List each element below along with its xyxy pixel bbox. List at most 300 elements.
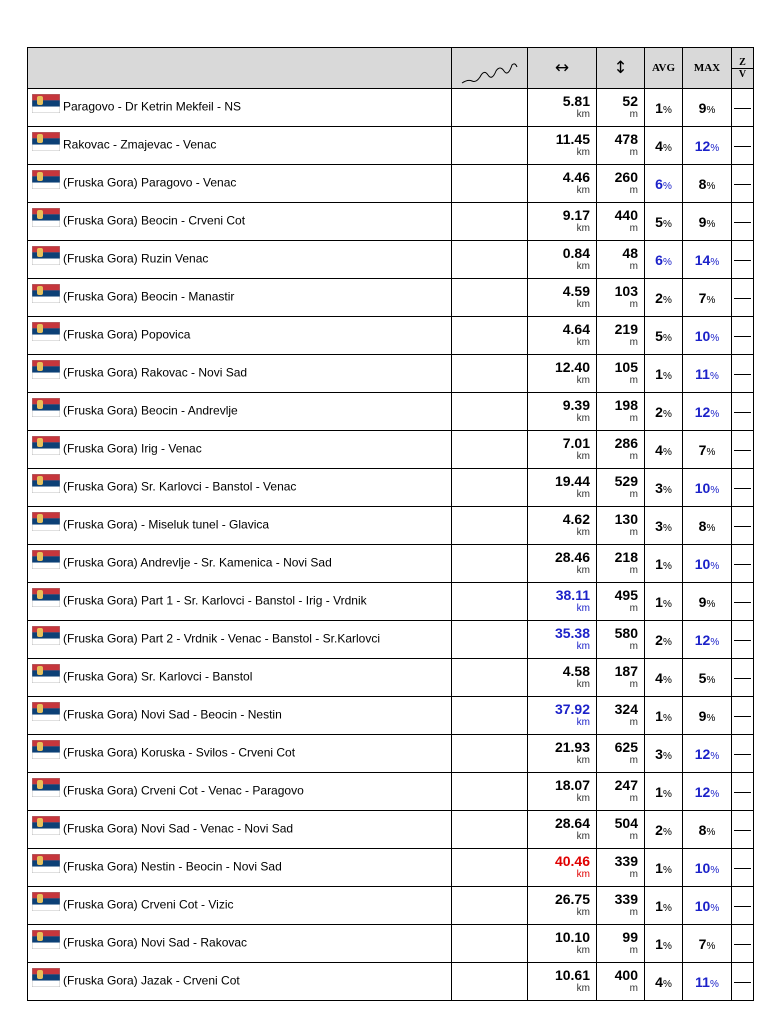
serbia-flag-icon <box>32 436 60 455</box>
route-name[interactable]: (Fruska Gora) Part 1 - Sr. Karlovci - Banstol - Irig - Vrdnik <box>63 593 367 608</box>
v-label: V <box>738 68 747 80</box>
distance-value: 9.39 <box>562 396 590 413</box>
elevation-unit: m <box>629 602 638 614</box>
zv-dash <box>734 298 751 299</box>
elevation-cell <box>597 507 645 545</box>
route-name[interactable]: (Fruska Gora) Beocin - Andrevlje <box>63 403 238 418</box>
distance-value: 11.45 <box>555 130 590 147</box>
distance-unit: km <box>576 602 590 614</box>
profile-cell <box>452 925 528 963</box>
route-name[interactable]: (Fruska Gora) Sr. Karlovci - Banstol - Venac <box>63 479 297 494</box>
table-row[interactable] <box>28 393 754 431</box>
zv-cell <box>732 241 754 279</box>
max-grade-cell <box>683 545 732 583</box>
avg-grade-cell <box>645 279 683 317</box>
serbia-flag-icon <box>32 550 60 569</box>
distance-cell <box>528 431 597 469</box>
route-name-cell[interactable] <box>28 963 452 1001</box>
avg-grade-cell <box>645 963 683 1001</box>
serbia-flag-icon <box>32 626 60 645</box>
max-grade-value: 10 <box>694 479 711 496</box>
route-name[interactable]: (Fruska Gora) Crveni Cot - Vizic <box>63 897 234 912</box>
distance-unit: km <box>576 184 590 196</box>
elevation-unit: m <box>629 412 638 424</box>
route-name[interactable]: (Fruska Gora) Irig - Venac <box>63 441 202 456</box>
distance-cell <box>528 241 597 279</box>
table-row[interactable] <box>28 355 754 393</box>
elevation-value: 504 <box>614 814 638 831</box>
percent-sign: % <box>706 522 716 534</box>
distance-cell <box>528 849 597 887</box>
avg-grade-cell <box>645 393 683 431</box>
serbia-flag-icon <box>32 170 60 189</box>
percent-sign: % <box>710 408 720 420</box>
route-name-cell[interactable] <box>28 621 452 659</box>
distance-cell <box>528 545 597 583</box>
elevation-unit: m <box>629 754 638 766</box>
elevation-unit: m <box>629 222 638 234</box>
avg-grade-cell <box>645 203 683 241</box>
percent-sign: % <box>662 864 672 876</box>
route-name-cell[interactable] <box>28 849 452 887</box>
elevation-value: 105 <box>614 358 638 375</box>
distance-cell <box>528 583 597 621</box>
avg-grade-value: 1 <box>655 707 663 724</box>
avg-grade-value: 1 <box>655 365 663 382</box>
route-name-cell[interactable] <box>28 469 452 507</box>
table-row[interactable] <box>28 203 754 241</box>
avg-grade-value: 3 <box>655 479 663 496</box>
distance-value: 7.01 <box>562 434 590 451</box>
max-grade-cell <box>683 317 732 355</box>
profile-cell <box>452 697 528 735</box>
distance-unit: km <box>576 792 590 804</box>
serbia-flag-icon <box>32 854 60 873</box>
max-grade-cell <box>683 89 732 127</box>
elevation-value: 495 <box>614 586 638 603</box>
max-grade-value: 8 <box>698 517 707 534</box>
distance-unit: km <box>576 526 590 538</box>
route-name[interactable]: (Fruska Gora) Novi Sad - Rakovac <box>63 935 248 950</box>
table-row[interactable] <box>28 431 754 469</box>
elevation-unit: m <box>629 298 638 310</box>
elevation-cell <box>597 697 645 735</box>
route-name-cell[interactable] <box>28 583 452 621</box>
table-row[interactable] <box>28 621 754 659</box>
header-row <box>28 48 754 89</box>
zv-dash <box>734 944 751 945</box>
max-column-header: MAX <box>683 48 732 89</box>
zv-cell <box>732 355 754 393</box>
serbia-flag-icon <box>32 778 60 797</box>
table-row[interactable] <box>28 925 754 963</box>
max-grade-value: 14 <box>694 251 711 268</box>
max-grade-cell <box>683 849 732 887</box>
zv-dash <box>734 336 751 337</box>
max-grade-value: 7 <box>698 289 707 306</box>
max-grade-cell <box>683 887 732 925</box>
zv-cell <box>732 849 754 887</box>
distance-value: 4.59 <box>562 282 590 299</box>
distance-cell <box>528 165 597 203</box>
elevation-unit: m <box>629 792 638 804</box>
avg-grade-value: 1 <box>655 859 663 876</box>
elevation-cell <box>597 355 645 393</box>
distance-unit: km <box>576 298 590 310</box>
route-name-cell[interactable] <box>28 393 452 431</box>
route-name-cell[interactable] <box>28 659 452 697</box>
distance-cell <box>528 697 597 735</box>
distance-value: 19.44 <box>554 472 590 489</box>
table-row[interactable] <box>28 317 754 355</box>
percent-sign: % <box>662 826 672 838</box>
elevation-cell <box>597 659 645 697</box>
elevation-unit: m <box>629 526 638 538</box>
max-grade-cell <box>683 241 732 279</box>
distance-value: 4.58 <box>562 662 590 679</box>
route-name-cell[interactable] <box>28 355 452 393</box>
percent-sign: % <box>706 446 716 458</box>
max-grade-value: 10 <box>694 897 711 914</box>
table-row[interactable] <box>28 241 754 279</box>
serbia-flag-icon <box>32 968 60 987</box>
distance-unit: km <box>576 564 590 576</box>
elevation-cell <box>597 545 645 583</box>
table-row[interactable] <box>28 697 754 735</box>
zv-cell <box>732 393 754 431</box>
elevation-cell <box>597 241 645 279</box>
route-name-cell[interactable] <box>28 165 452 203</box>
zv-cell <box>732 925 754 963</box>
distance-unit: km <box>576 412 590 424</box>
route-name[interactable]: (Fruska Gora) Paragovo - Venac <box>63 175 237 190</box>
profile-cell <box>452 545 528 583</box>
elevation-cell <box>597 203 645 241</box>
avg-grade-value: 2 <box>655 821 663 838</box>
percent-sign: % <box>706 294 716 306</box>
avg-grade-value: 3 <box>655 517 663 534</box>
percent-sign: % <box>662 446 672 458</box>
route-name[interactable]: (Fruska Gora) - Miseluk tunel - Glavica <box>63 517 270 532</box>
route-name[interactable]: (Fruska Gora) Jazak - Crveni Cot <box>63 973 240 988</box>
avg-grade-value: 2 <box>655 289 663 306</box>
avg-grade-cell <box>645 127 683 165</box>
avg-grade-value: 1 <box>655 897 663 914</box>
distance-value: 28.64 <box>554 814 590 831</box>
max-grade-value: 12 <box>694 137 711 154</box>
profile-cell <box>452 393 528 431</box>
avg-grade-cell <box>645 89 683 127</box>
route-name-cell[interactable] <box>28 241 452 279</box>
distance-cell <box>528 735 597 773</box>
percent-sign: % <box>709 370 719 382</box>
elevation-unit: m <box>629 488 638 500</box>
table-row[interactable] <box>28 583 754 621</box>
route-name-cell[interactable] <box>28 127 452 165</box>
z-label: Z <box>732 57 753 69</box>
avg-grade-value: 1 <box>655 99 663 116</box>
zv-dash <box>734 982 751 983</box>
route-name[interactable]: (Fruska Gora) Koruska - Svilos - Crveni Cot <box>63 745 296 760</box>
serbia-flag-icon <box>32 322 60 341</box>
elevation-unit: m <box>629 184 638 196</box>
zv-cell <box>732 621 754 659</box>
percent-sign: % <box>662 332 672 344</box>
max-grade-cell <box>683 735 732 773</box>
zv-dash <box>734 108 751 109</box>
distance-cell <box>528 203 597 241</box>
elevation-unit: m <box>629 336 638 348</box>
avg-grade-cell <box>645 697 683 735</box>
percent-sign: % <box>706 218 716 230</box>
avg-grade-value: 4 <box>655 973 663 990</box>
table-row[interactable] <box>28 89 754 127</box>
avg-grade-value: 6 <box>655 251 663 268</box>
max-grade-cell <box>683 773 732 811</box>
avg-grade-value: 1 <box>655 555 663 572</box>
table-row[interactable] <box>28 963 754 1001</box>
percent-sign: % <box>662 142 672 154</box>
percent-sign: % <box>662 940 672 952</box>
elevation-value: 324 <box>614 700 638 717</box>
route-name[interactable]: (Fruska Gora) Andrevlje - Sr. Kamenica - Novi Sad <box>63 555 332 570</box>
max-grade-cell <box>683 127 732 165</box>
zv-dash <box>734 564 751 565</box>
elevation-value: 198 <box>614 396 638 413</box>
zv-cell <box>732 697 754 735</box>
max-grade-cell <box>683 355 732 393</box>
zv-dash <box>734 678 751 679</box>
route-name-cell[interactable] <box>28 507 452 545</box>
percent-sign: % <box>706 598 716 610</box>
distance-value: 28.46 <box>554 548 590 565</box>
route-name-cell[interactable] <box>28 431 452 469</box>
route-name[interactable]: (Fruska Gora) Beocin - Manastir <box>63 289 235 304</box>
profile-cell <box>452 317 528 355</box>
avg-grade-cell <box>645 849 683 887</box>
distance-cell <box>528 621 597 659</box>
elevation-value: 580 <box>614 624 638 641</box>
percent-sign: % <box>710 902 720 914</box>
profile-cell <box>452 431 528 469</box>
profile-cell <box>452 469 528 507</box>
max-grade-value: 9 <box>698 213 707 230</box>
zv-dash <box>734 184 751 185</box>
avg-grade-cell <box>645 773 683 811</box>
max-grade-cell <box>683 431 732 469</box>
route-name[interactable]: (Fruska Gora) Part 2 - Vrdnik - Venac - Banstol - Sr.Karlovci <box>63 631 380 646</box>
table-row[interactable] <box>28 735 754 773</box>
table-row[interactable] <box>28 773 754 811</box>
distance-value: 37.92 <box>554 700 590 717</box>
max-grade-value: 11 <box>695 365 710 382</box>
distance-cell <box>528 811 597 849</box>
percent-sign: % <box>662 978 672 990</box>
zv-dash <box>734 754 751 755</box>
zv-cell <box>732 127 754 165</box>
route-name-cell[interactable] <box>28 697 452 735</box>
serbia-flag-icon <box>32 398 60 417</box>
elevation-value: 247 <box>614 776 638 793</box>
route-name-cell[interactable] <box>28 89 452 127</box>
elevation-cell <box>597 925 645 963</box>
zv-cell <box>732 963 754 1001</box>
distance-value: 35.38 <box>554 624 590 641</box>
zv-dash <box>734 146 751 147</box>
max-grade-value: 9 <box>698 707 707 724</box>
profile-cell <box>452 963 528 1001</box>
serbia-flag-icon <box>32 512 60 531</box>
elevation-unit: m <box>629 374 638 386</box>
percent-sign: % <box>710 636 720 648</box>
percent-sign: % <box>710 332 720 344</box>
max-grade-value: 8 <box>698 821 707 838</box>
avg-grade-value: 4 <box>655 441 663 458</box>
distance-unit: km <box>576 982 590 994</box>
distance-cell <box>528 89 597 127</box>
elevation-value: 103 <box>614 282 638 299</box>
distance-value: 0.84 <box>562 244 590 261</box>
percent-sign: % <box>662 218 672 230</box>
elevation-value: 529 <box>614 472 638 489</box>
table-row[interactable] <box>28 887 754 925</box>
distance-value: 10.61 <box>554 966 590 983</box>
serbia-flag-icon <box>32 208 60 227</box>
serbia-flag-icon <box>32 132 60 151</box>
route-name[interactable]: (Fruska Gora) Rakovac - Novi Sad <box>63 365 248 380</box>
distance-unit: km <box>576 450 590 462</box>
percent-sign: % <box>706 674 716 686</box>
table-row[interactable] <box>28 811 754 849</box>
zv-cell <box>732 773 754 811</box>
zv-column-header <box>732 48 754 89</box>
distance-cell <box>528 127 597 165</box>
route-name-cell[interactable] <box>28 203 452 241</box>
elevation-cell <box>597 165 645 203</box>
elevation-cell <box>597 127 645 165</box>
route-name[interactable]: (Fruska Gora) Novi Sad - Beocin - Nestin <box>63 707 282 722</box>
table-row[interactable] <box>28 545 754 583</box>
table-row[interactable] <box>28 849 754 887</box>
percent-sign: % <box>706 104 716 116</box>
table-row[interactable] <box>28 279 754 317</box>
zv-dash <box>734 450 751 451</box>
distance-cell <box>528 317 597 355</box>
route-name-cell[interactable] <box>28 735 452 773</box>
avg-grade-value: 2 <box>655 631 663 648</box>
route-name[interactable]: Paragovo - Dr Ketrin Mekfeil - NS <box>63 99 242 114</box>
percent-sign: % <box>662 674 672 686</box>
elevation-cell <box>597 469 645 507</box>
percent-sign: % <box>706 826 716 838</box>
max-grade-value: 12 <box>694 745 711 762</box>
zv-cell <box>732 431 754 469</box>
percent-sign: % <box>710 142 720 154</box>
serbia-flag-icon <box>32 284 60 303</box>
route-name[interactable]: (Fruska Gora) Popovica <box>63 327 191 342</box>
route-name[interactable]: (Fruska Gora) Novi Sad - Venac - Novi Sad <box>63 821 294 836</box>
table-row[interactable] <box>28 469 754 507</box>
route-name-cell[interactable] <box>28 811 452 849</box>
distance-cell <box>528 355 597 393</box>
avg-grade-cell <box>645 317 683 355</box>
max-grade-value: 11 <box>695 973 710 990</box>
percent-sign: % <box>662 788 672 800</box>
distance-unit: km <box>576 906 590 918</box>
percent-sign: % <box>662 104 672 116</box>
table-row[interactable] <box>28 507 754 545</box>
route-name-cell[interactable] <box>28 925 452 963</box>
profile-cell <box>452 203 528 241</box>
route-name-cell[interactable] <box>28 545 452 583</box>
route-name[interactable]: (Fruska Gora) Sr. Karlovci - Banstol <box>63 669 253 684</box>
route-name-cell[interactable] <box>28 279 452 317</box>
table-row[interactable] <box>28 165 754 203</box>
route-name[interactable]: Rakovac - Zmajevac - Venac <box>63 137 217 152</box>
avg-grade-cell <box>645 811 683 849</box>
distance-unit: km <box>576 716 590 728</box>
elevation-value: 339 <box>614 852 638 869</box>
route-name-cell[interactable] <box>28 317 452 355</box>
avg-grade-cell <box>645 355 683 393</box>
elevation-unit: m <box>629 260 638 272</box>
elevation-cell <box>597 887 645 925</box>
elevation-value: 52 <box>622 92 638 109</box>
serbia-flag-icon <box>32 246 60 265</box>
route-name-cell[interactable] <box>28 887 452 925</box>
elevation-value: 260 <box>614 168 638 185</box>
route-name[interactable]: (Fruska Gora) Ruzin Venac <box>63 251 209 266</box>
distance-value: 40.46 <box>554 852 590 869</box>
max-grade-cell <box>683 811 732 849</box>
elevation-value: 478 <box>614 130 638 147</box>
percent-sign: % <box>706 180 716 192</box>
avg-grade-value: 5 <box>655 213 663 230</box>
route-name[interactable]: (Fruska Gora) Nestin - Beocin - Novi Sad <box>63 859 282 874</box>
zv-dash <box>734 716 751 717</box>
avg-grade-cell <box>645 925 683 963</box>
elevation-cell <box>597 621 645 659</box>
percent-sign: % <box>662 370 672 382</box>
max-grade-value: 7 <box>698 441 707 458</box>
name-column-header <box>28 48 452 89</box>
max-grade-value: 12 <box>694 403 711 420</box>
percent-sign: % <box>710 750 720 762</box>
table-row[interactable] <box>28 127 754 165</box>
profile-cell <box>452 735 528 773</box>
profile-cell <box>452 659 528 697</box>
profile-cell <box>452 89 528 127</box>
distance-value: 18.07 <box>554 776 590 793</box>
elevation-value: 218 <box>614 548 638 565</box>
route-name[interactable]: (Fruska Gora) Crveni Cot - Venac - Paragovo <box>63 783 304 798</box>
percent-sign: % <box>662 256 672 268</box>
percent-sign: % <box>662 712 672 724</box>
elevation-cell <box>597 811 645 849</box>
avg-grade-cell <box>645 469 683 507</box>
zv-dash <box>734 792 751 793</box>
max-grade-value: 12 <box>694 783 711 800</box>
route-name[interactable]: (Fruska Gora) Beocin - Crveni Cot <box>63 213 246 228</box>
elevation-value: 440 <box>614 206 638 223</box>
route-name-cell[interactable] <box>28 773 452 811</box>
zv-dash <box>734 526 751 527</box>
table-row[interactable] <box>28 659 754 697</box>
elevation-cell <box>597 393 645 431</box>
elevation-value: 286 <box>614 434 638 451</box>
profile-cell <box>452 165 528 203</box>
distance-value: 4.46 <box>562 168 590 185</box>
